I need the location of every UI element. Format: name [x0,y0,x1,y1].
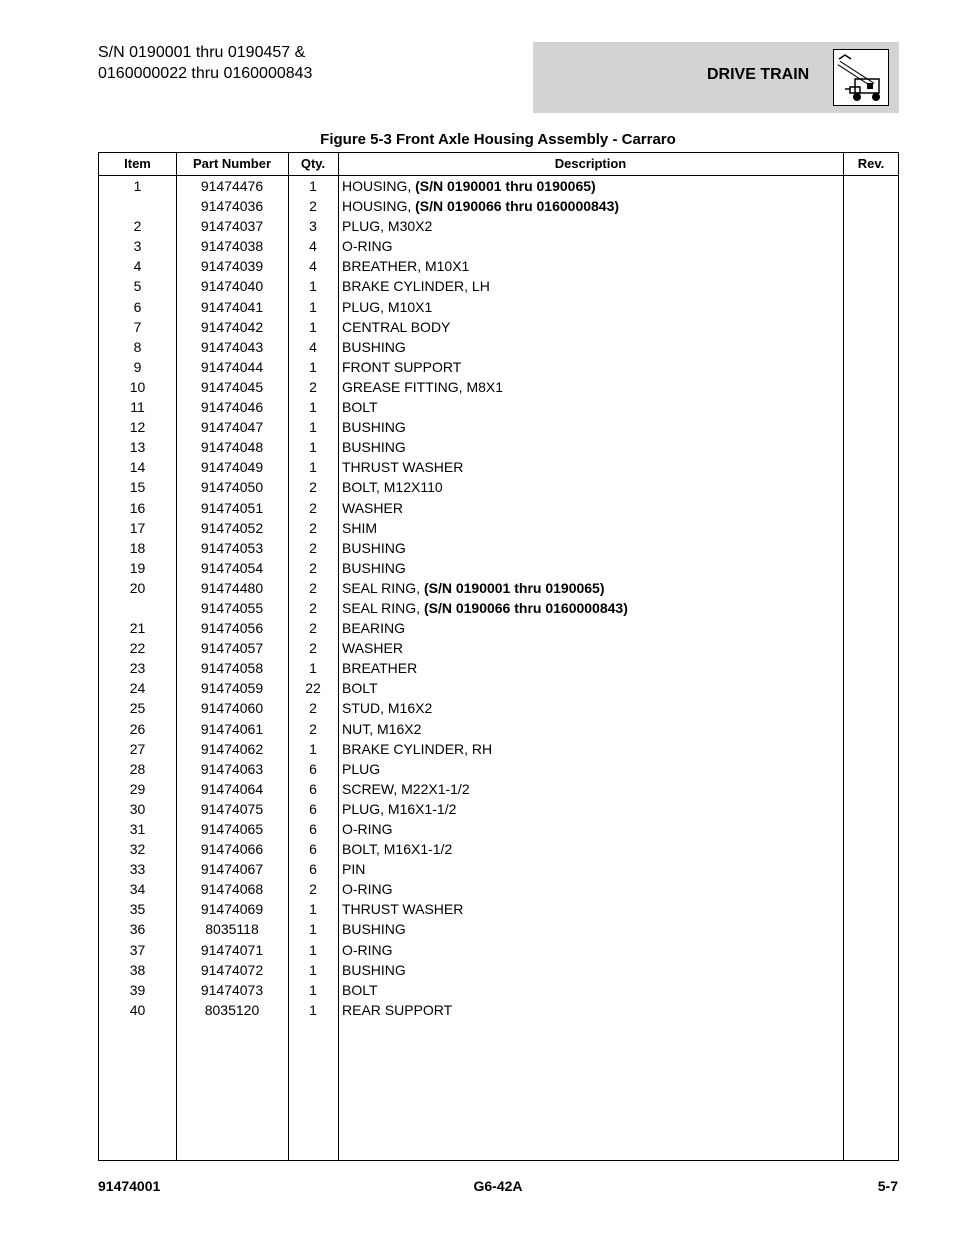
table-row [99,417,898,437]
description [342,276,842,296]
description-text: STUD, M16X2 [342,700,433,717]
serial-line-2: 0160000022 thru 0160000843 [98,65,313,82]
description-text: BOLT [342,399,378,416]
item-number: 2 [133,218,142,235]
quantity: 6 [309,780,317,797]
quantity: 4 [309,338,317,355]
table-row [99,960,898,980]
table-row [99,397,898,417]
description [342,518,842,538]
quantity: 2 [309,620,317,637]
description-text: PLUG, M16X1-1/2 [342,800,457,817]
table-row [99,498,898,518]
part-number: 91474046 [200,399,264,416]
part-number: 91474064 [200,780,264,797]
description-text: PIN [342,861,366,878]
table-row [99,879,898,899]
table-row [99,477,898,497]
part-number: 91474055 [200,599,264,616]
part-number: 91474057 [200,640,264,657]
quantity: 2 [309,881,317,898]
description [342,980,842,1000]
description-text: SHIM [342,519,377,536]
serial-note: (S/N 0190001 thru 0190065) [423,579,605,596]
description [342,297,842,317]
quantity: 2 [309,559,317,576]
item-number: 12 [129,419,146,436]
description [342,698,842,718]
quantity: 6 [309,800,317,817]
description [342,558,842,578]
item-number: 37 [129,941,146,958]
quantity: 1 [309,439,317,456]
quantity: 2 [309,579,317,596]
item-number: 26 [129,720,146,737]
table-row [99,940,898,960]
part-number: 91474040 [200,278,264,295]
table-row [99,337,898,357]
table-row [99,899,898,919]
table-row [99,196,898,216]
table-row [99,176,898,196]
description [342,477,842,497]
description-text: BEARING [342,620,406,637]
item-number: 18 [129,539,146,556]
description [342,779,842,799]
item-number: 36 [129,921,146,938]
part-number: 91474048 [200,439,264,456]
description [342,176,842,196]
description-text: BUSHING [342,961,406,978]
table-body [99,176,898,1020]
description-text: BUSHING [342,539,406,556]
part-number: 91474056 [200,620,264,637]
footer-part-number: 91474001 [98,1178,161,1194]
item-number: 27 [129,740,146,757]
item-number: 20 [129,579,146,596]
table-row [99,377,898,397]
description-text: BUSHING [342,559,406,576]
description [342,1000,842,1020]
table-row [99,678,898,698]
description [342,357,842,377]
part-number: 91474041 [200,298,264,315]
table-row [99,658,898,678]
part-number: 91474061 [200,720,264,737]
quantity: 2 [309,198,317,215]
quantity: 1 [309,399,317,416]
description [342,437,842,457]
item-number: 29 [129,780,146,797]
description-text: BOLT, M12X110 [342,479,443,496]
part-number: 8035118 [205,921,259,938]
table-row [99,558,898,578]
quantity: 2 [309,499,317,516]
part-number: 91474045 [200,378,264,395]
table-row [99,839,898,859]
item-number: 28 [129,760,146,777]
section-title: DRIVE TRAIN [707,66,810,83]
part-number: 91474044 [200,358,264,375]
table-row [99,538,898,558]
table-row [99,276,898,296]
description [342,498,842,518]
item-number: 15 [129,479,146,496]
table-row [99,357,898,377]
quantity: 1 [309,178,317,194]
description [342,739,842,759]
description [342,236,842,256]
quantity: 4 [309,238,317,255]
quantity: 1 [309,278,317,295]
table-row [99,638,898,658]
quantity: 1 [309,740,317,757]
description-text: BOLT, M16X1-1/2 [342,841,453,858]
item-number: 31 [129,821,146,837]
table-row [99,297,898,317]
description [342,256,842,276]
description-text: HOUSING, [342,178,416,194]
description [342,317,842,337]
description-text: O-RING [342,941,393,958]
figure-title: Figure 5-3 Front Axle Housing Assembly - Carraro [320,131,676,148]
table-row [99,980,898,1000]
description-text: BRAKE CYLINDER, LH [342,278,490,295]
item-number: 23 [129,660,146,677]
description [342,960,842,980]
description [342,719,842,739]
item-number: 13 [129,439,146,456]
part-number: 91474036 [200,198,264,215]
part-number: 8035120 [204,1001,260,1018]
item-number: 22 [129,640,146,657]
description-text: O-RING [342,881,393,898]
item-number: 30 [129,800,146,817]
description [342,598,842,618]
footer-model: G6-42A [473,1178,523,1194]
part-number: 91474063 [200,760,264,777]
quantity: 1 [309,981,317,998]
header-part-number: Part Number [192,156,272,171]
description [342,538,842,558]
quantity: 6 [309,841,317,858]
description [342,658,842,678]
quantity: 1 [309,459,317,476]
item-number: 38 [129,961,146,978]
table-row [99,437,898,457]
table-row [99,256,898,276]
description [342,457,842,477]
description-text: BUSHING [342,338,406,355]
parts-table [98,152,899,1161]
description-text: BOLT [342,680,378,697]
part-number: 91474068 [200,881,264,898]
table-row [99,578,898,598]
header-item: Item [124,156,151,171]
description-text: NUT, M16X2 [342,720,422,737]
description-text: BRAKE CYLINDER, RH [342,740,493,757]
description [342,337,842,357]
quantity: 22 [305,680,321,697]
part-number: 91474480 [200,579,264,596]
description [342,839,842,859]
part-number: 91474053 [200,539,264,556]
part-number: 91474071 [200,941,264,958]
quantity: 1 [309,419,317,436]
table-row [99,859,898,879]
description-text: BUSHING [342,419,406,436]
quantity: 1 [309,318,317,335]
item-number: 6 [133,298,142,315]
table-row [99,799,898,819]
description-text: PLUG, M10X1 [342,298,433,315]
quantity: 2 [309,700,317,717]
part-number: 91474062 [200,740,264,757]
item-number: 4 [133,258,142,275]
item-number: 9 [133,358,142,375]
description [342,578,842,598]
description-text: O-RING [342,821,393,837]
part-number: 91474065 [200,821,264,837]
quantity: 2 [309,640,317,657]
item-number: 17 [129,519,146,536]
table-row [99,759,898,779]
description-text: THRUST WASHER [342,459,464,476]
serial-note: (S/N 0190066 thru 0160000843) [415,198,620,215]
part-number: 91474037 [200,218,264,235]
part-number: 91474038 [200,238,264,255]
description [342,899,842,919]
table-row [99,1000,898,1020]
item-number: 8 [133,338,142,355]
quantity: 1 [309,901,317,918]
quantity: 2 [309,479,317,496]
part-number: 91474047 [200,419,264,436]
description-text: WASHER [342,640,403,657]
description [342,919,842,939]
part-number: 91474050 [200,479,264,496]
table-row [99,457,898,477]
table-row [99,779,898,799]
item-number: 35 [129,901,146,918]
description [342,196,842,216]
part-number: 91474039 [200,258,264,275]
telehandler-icon [833,49,889,106]
table-row [99,518,898,538]
description [342,216,842,236]
serial-note: (S/N 0190001 thru 0190065) [415,178,596,194]
item-number: 33 [129,861,146,878]
item-number: 19 [129,559,146,576]
table-row [99,618,898,638]
part-number: 91474069 [200,901,264,918]
item-number: 11 [130,399,145,416]
item-number: 32 [129,841,146,858]
description-text: WASHER [342,499,403,516]
part-number: 91474075 [200,800,264,817]
table-row [99,739,898,759]
footer-page-number: 5-7 [877,1178,898,1194]
description [342,759,842,779]
table-row [99,698,898,718]
part-number: 91474052 [200,519,264,536]
item-number: 3 [133,238,142,255]
quantity: 1 [309,941,317,958]
table-row [99,719,898,739]
header-qty: Qty. [300,156,326,171]
item-number: 24 [129,680,146,697]
description [342,859,842,879]
table-row [99,819,898,839]
quantity: 1 [309,660,317,677]
quantity: 2 [309,519,317,536]
description-text: FRONT SUPPORT [342,358,462,375]
item-number: 34 [129,881,146,898]
part-number: 91474054 [200,559,264,576]
table-row [99,236,898,256]
part-number: 91474042 [200,318,264,335]
serial-note: (S/N 0190066 thru 0160000843) [423,599,628,616]
section-banner [533,42,899,113]
part-number: 91474476 [200,178,264,194]
item-number: 14 [129,459,146,476]
description-text: BREATHER [342,660,418,677]
description [342,799,842,819]
item-number: 25 [129,700,146,717]
description [342,638,842,658]
part-number: 91474072 [200,961,264,978]
quantity: 1 [309,921,317,938]
item-number: 16 [129,499,146,516]
part-number: 91474043 [200,338,264,355]
header-rev: Rev. [857,156,885,171]
serial-range [98,42,312,84]
description-text: PLUG, M30X2 [342,218,433,235]
description [342,397,842,417]
table-row [99,919,898,939]
description [342,940,842,960]
item-number: 1 [133,178,142,194]
part-number: 91474051 [200,499,264,516]
quantity: 4 [309,258,317,275]
quantity: 2 [309,599,317,616]
description-text: SEAL RING, [342,599,424,616]
description-text: BUSHING [342,439,406,456]
quantity: 6 [309,760,317,777]
description [342,819,842,839]
part-number: 91474059 [200,680,264,697]
quantity: 1 [309,961,317,978]
item-number: 40 [129,1001,146,1018]
description [342,879,842,899]
part-number: 91474073 [200,981,264,998]
serial-line-1: S/N 0190001 thru 0190457 & [98,44,306,61]
part-number: 91474060 [200,700,264,717]
description-text: REAR SUPPORT [342,1001,453,1018]
description-text: THRUST WASHER [342,901,464,918]
part-number: 91474049 [200,459,264,476]
description [342,618,842,638]
description [342,377,842,397]
table-row [99,598,898,618]
quantity: 6 [309,861,317,878]
description-text: CENTRAL BODY [342,318,451,335]
part-number: 91474058 [200,660,264,677]
item-number: 21 [129,620,146,637]
description-text: O-RING [342,238,393,255]
quantity: 2 [309,539,317,556]
description-text: GREASE FITTING, M8X1 [342,378,504,395]
quantity: 2 [309,720,317,737]
quantity: 1 [309,358,317,375]
item-number: 10 [129,378,146,395]
description-text: BOLT [342,981,378,998]
description-text: SEAL RING, [342,579,424,596]
table-row [99,317,898,337]
quantity: 3 [309,218,317,235]
description-text: HOUSING, [342,198,416,215]
part-number: 91474067 [200,861,264,878]
description-text: SCREW, M22X1-1/2 [342,780,470,797]
description [342,678,842,698]
description-text: BUSHING [342,921,406,938]
description [342,417,842,437]
header-description: Description [554,156,627,171]
description-text: PLUG [342,760,381,777]
quantity: 6 [309,821,317,837]
item-number: 39 [129,981,146,998]
description-text: BREATHER, M10X1 [342,258,470,275]
item-number: 7 [133,318,142,335]
part-number: 91474066 [200,841,264,858]
quantity: 1 [309,1001,317,1018]
quantity: 2 [309,378,317,395]
quantity: 1 [309,298,317,315]
item-number: 5 [133,278,142,295]
table-row [99,216,898,236]
